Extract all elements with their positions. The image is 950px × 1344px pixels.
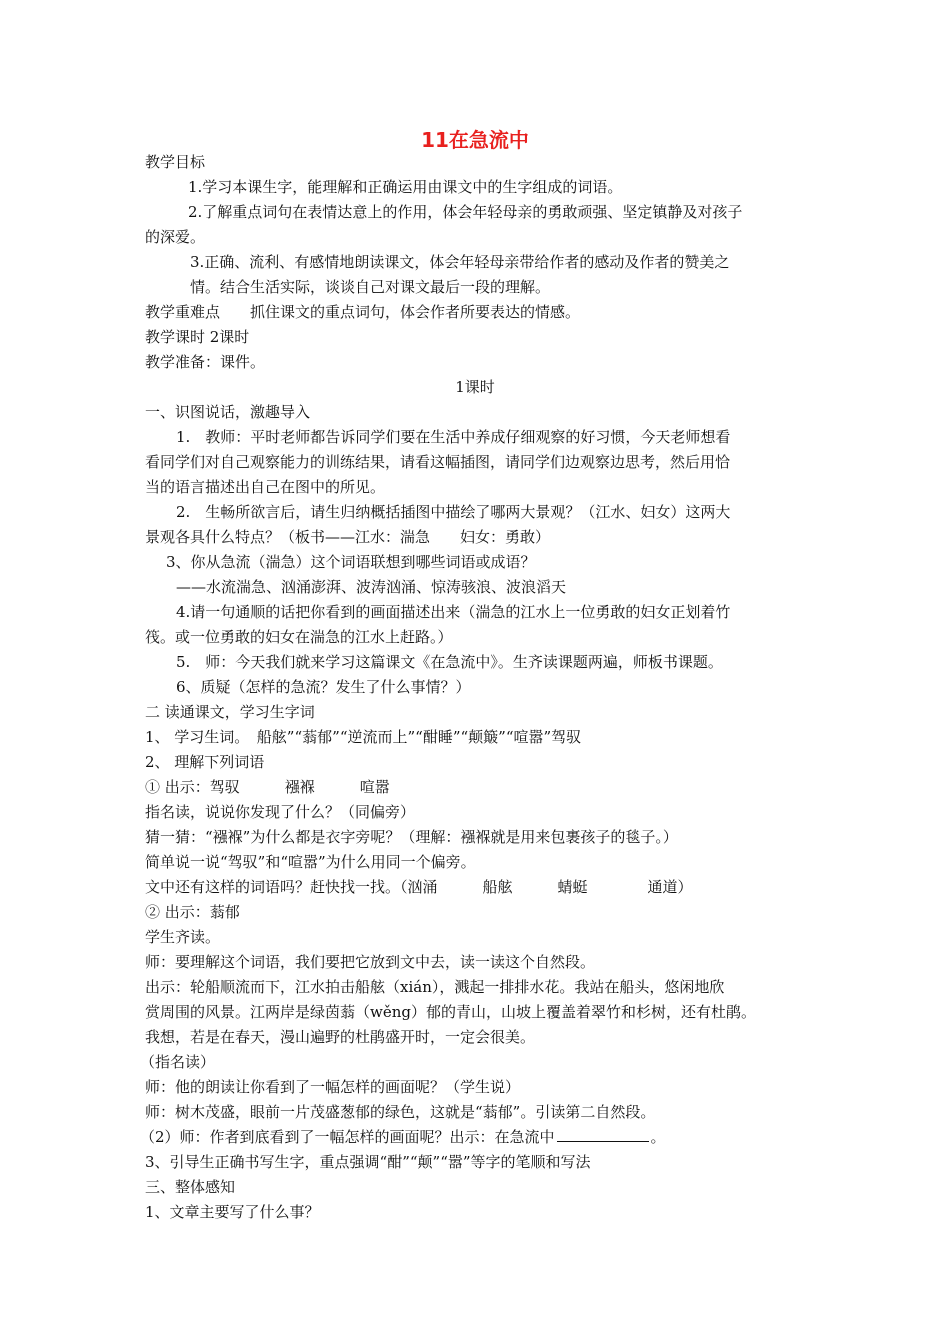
text-line xyxy=(176,651,723,673)
text-line-content: 筏。或一位勇敢的妇女在湍急的江水上赶路。） xyxy=(145,628,453,646)
text-line-content: 三、整体感知 xyxy=(145,1178,236,1196)
text-line xyxy=(145,1001,756,1023)
text-line-content: ① 出示：驾驭 襁褓 喧嚣 xyxy=(145,778,390,796)
text-line xyxy=(145,876,693,898)
text-line xyxy=(145,1176,235,1198)
text-line-content: 4.请一句通顺的话把你看到的画面描述出来（湍急的江水上一位勇敢的妇女正划着竹 xyxy=(176,603,731,621)
text-line xyxy=(145,151,205,173)
text-line xyxy=(145,1026,535,1048)
text-line-content: 简单说一说“驾驭”和“喧嚣”为什么用同一个偏旁。 xyxy=(145,853,476,871)
text-line-content: 情。结合生活实际，谈谈自己对课文最后一段的理解。 xyxy=(190,278,551,296)
text-line xyxy=(145,326,249,348)
text-line xyxy=(176,601,730,623)
text-line xyxy=(145,401,310,423)
text-line-content: 教学课时 2课时 xyxy=(145,328,250,346)
text-line xyxy=(0,376,950,398)
text-line xyxy=(145,976,724,998)
text-line xyxy=(140,1126,666,1148)
text-line-content: 教学目标 xyxy=(145,153,206,171)
text-line xyxy=(145,726,581,748)
text-line-content: 1.学习本课生字，能理解和正确运用由课文中的生字组成的词语。 xyxy=(188,178,623,196)
text-line-content: （2）师：作者到底看到了一幅怎样的画面呢？出示：在急流中 xyxy=(140,1128,555,1146)
document-title: 11在急流中 xyxy=(421,128,529,152)
text-line-content: 的深爱。 xyxy=(145,228,206,246)
text-line xyxy=(145,1201,320,1223)
text-line-content: 1. 教师：平时老师都告诉同学们要在生活中养成仔细观察的好习惯，今天老师想看 xyxy=(176,428,731,446)
text-line xyxy=(166,551,536,573)
text-line xyxy=(190,251,729,273)
text-line-content: 教学准备：课件。 xyxy=(145,353,266,371)
text-line xyxy=(145,526,550,548)
text-line xyxy=(145,626,453,648)
text-line xyxy=(145,301,580,323)
text-line-content: 一、识图说话，激趣导入 xyxy=(145,403,311,421)
text-line xyxy=(145,926,220,948)
text-line-suffix: 。 xyxy=(650,1128,666,1146)
text-line xyxy=(140,1051,215,1073)
text-line xyxy=(145,701,315,723)
fill-in-blank xyxy=(557,1127,649,1142)
text-line-content: 学生齐读。 xyxy=(145,928,221,946)
text-line xyxy=(176,501,730,523)
text-line-content: 2、 理解下列词语 xyxy=(145,753,265,771)
text-line-content: 指名读，说说你发现了什么？（同偏旁） xyxy=(145,803,416,821)
text-line-content: 1、 学习生词。 船舷”“蓊郁”“逆流而上”“酣睡”“颠簸”“喧嚣”驾驭 xyxy=(145,728,582,746)
text-line-content: 景观各具什么特点？（板书——江水：湍急 妇女：勇敢） xyxy=(145,528,551,546)
text-line-content: 1课时 xyxy=(455,378,495,396)
text-line-content: 猜一猜：“襁褓”为什么都是衣字旁呢？（理解：襁褓就是用来包裹孩子的毯子。） xyxy=(145,828,678,846)
text-line-content: 3、你从急流（湍急）这个词语联想到哪些词语或成语？ xyxy=(166,553,536,571)
text-line xyxy=(188,176,622,198)
text-line xyxy=(145,1101,655,1123)
text-line-content: 文中还有这样的词语吗？赶快找一找。（汹涌 船舷 蜻蜓 通道） xyxy=(145,878,693,896)
text-line-content: 2.了解重点词句在表情达意上的作用，体会年轻母亲的勇敢顽强、坚定镇静及对孩子 xyxy=(188,203,743,221)
text-line xyxy=(145,1151,591,1173)
text-line xyxy=(145,801,415,823)
text-line-content: 师：他的朗读让你看到了一幅怎样的画面呢？（学生说） xyxy=(145,1078,521,1096)
text-line xyxy=(145,1076,520,1098)
text-line xyxy=(176,426,730,448)
text-line-content: 赏周围的风景。江两岸是绿茵蓊（wěng）郁的青山，山坡上覆盖着翠竹和杉树，还有杜鹃。 xyxy=(145,1003,756,1021)
text-line xyxy=(176,576,566,598)
text-line xyxy=(145,851,476,873)
text-line-content: 师：树木茂盛，眼前一片茂盛葱郁的绿色，这就是“蓊郁”。引读第二自然段。 xyxy=(145,1103,656,1121)
text-line xyxy=(145,751,264,773)
text-line-content: 3.正确、流利、有感情地朗读课文，体会年轻母亲带给作者的感动及作者的赞美之 xyxy=(190,253,730,271)
text-line-content: 我想，若是在春天，漫山遍野的杜鹃盛开时，一定会很美。 xyxy=(145,1028,536,1046)
text-line-content: 当的语言描述出自己在图中的所见。 xyxy=(145,478,386,496)
text-line xyxy=(188,201,742,223)
text-line-content: 教学重难点 抓住课文的重点词句，体会作者所要表达的情感。 xyxy=(145,303,581,321)
text-line xyxy=(176,676,471,698)
text-line-content: 出示：轮船顺流而下，江水拍击船舷（xián），溅起一排排水花。我站在船头，悠闲地欣 xyxy=(145,978,725,996)
text-line-content: （指名读） xyxy=(140,1053,216,1071)
text-line xyxy=(190,276,550,298)
text-line-content: 3、引导生正确书写生字，重点强调“酣”“颠”“嚣”等字的笔顺和写法 xyxy=(145,1153,591,1171)
text-line-content: 1、文章主要写了什么事？ xyxy=(145,1203,320,1221)
text-line-content: 师：要理解这个词语，我们要把它放到文中去，读一读这个自然段。 xyxy=(145,953,596,971)
text-line-content: 看同学们对自己观察能力的训练结果，请看这幅插图，请同学们边观察边思考，然后用恰 xyxy=(145,453,731,471)
text-line xyxy=(145,451,730,473)
text-line xyxy=(145,951,595,973)
text-line-content: 5. 师：今天我们就来学习这篇课文《在急流中》。生齐读课题两遍，师板书课题。 xyxy=(176,653,723,671)
text-line xyxy=(145,776,390,798)
text-line xyxy=(145,226,205,248)
text-line-content: 二 读通课文，学习生字词 xyxy=(145,703,315,721)
text-line xyxy=(145,901,240,923)
text-line xyxy=(145,351,265,373)
text-line-content: ② 出示：蓊郁 xyxy=(145,903,240,921)
text-line xyxy=(145,826,678,848)
text-line-content: ——水流湍急、汹涌澎湃、波涛汹涌、惊涛骇浪、波浪滔天 xyxy=(176,578,567,596)
text-line-content: 2. 生畅所欲言后，请生归纳概括插图中描绘了哪两大景观？（江水、妇女）这两大 xyxy=(176,503,731,521)
text-line xyxy=(145,476,385,498)
text-line-content: 6、质疑（怎样的急流？发生了什么事情？） xyxy=(176,678,471,696)
